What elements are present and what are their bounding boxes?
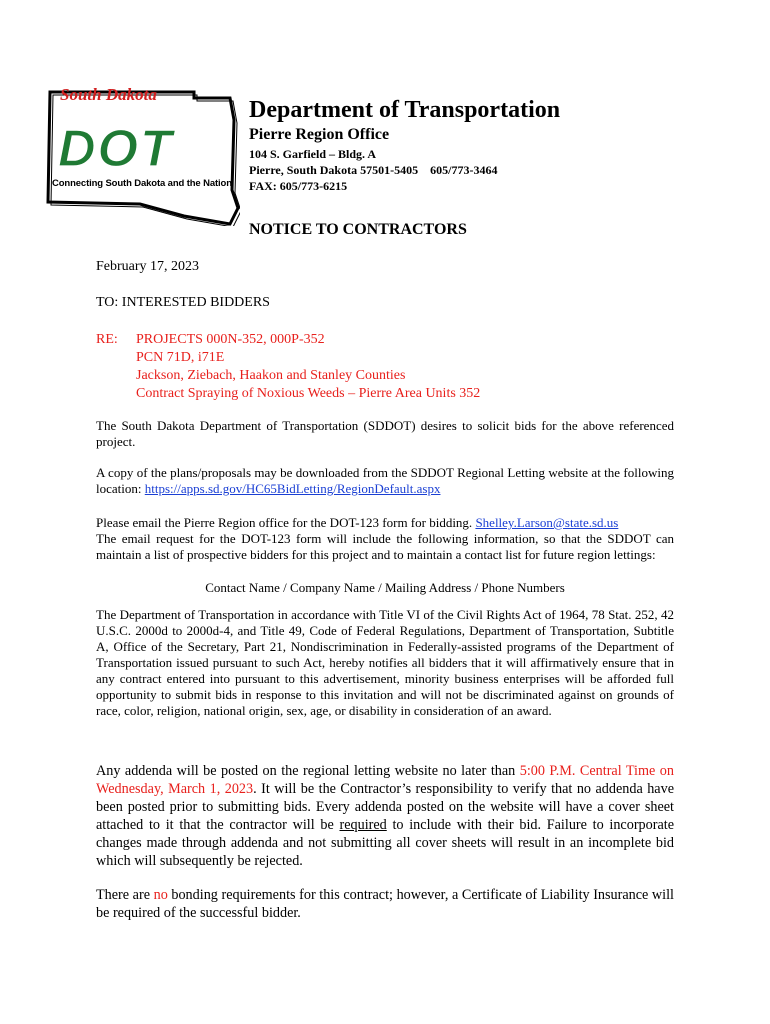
required-word: required: [339, 817, 387, 833]
paragraph-addenda: [96, 762, 674, 870]
phone-number: 605/773-3464: [430, 163, 498, 177]
paragraph-intro: The South Dakota Department of Transportation (SDDOT) desires to solicit bids for the above referenced project.: [96, 418, 674, 449]
sddot-logo: [44, 80, 240, 226]
addenda-text-2: . It will be the Contractor’s responsibility to verify that no addenda have been posted prior to submitting bids. Every addenda posted on the website will have a cover sheet attached to it that the contractor will be: [96, 781, 674, 833]
notice-title: NOTICE TO CONTRACTORS: [249, 221, 467, 238]
email-request-text: Please email the Pierre Region office for the DOT-123 form for bidding.: [96, 515, 476, 530]
re-pcn: PCN 71D, i71E: [136, 350, 225, 365]
re-label: RE:: [96, 332, 118, 347]
paragraph-bonding: [96, 886, 674, 922]
re-contract: Contract Spraying of Noxious Weeds – Pierre Area Units 352: [136, 386, 481, 401]
state-outline-graphic: [44, 80, 240, 226]
email-link[interactable]: Shelley.Larson@state.sd.us: [475, 515, 619, 530]
bonding-text-1: There are: [96, 887, 154, 903]
email-details-text: The email request for the DOT-123 form will include the following information, so that the SDDOT can maintain a list of prospective bidders for this project and to maintain a contact list for future region lettings:: [96, 531, 674, 562]
paragraph-civil-rights: The Department of Transportation in accordance with Title VI of the Civil Rights Act of 1964, 78 Stat. 252, 42 U.S.C. 2000d to 2000d-4, and Title 49, Code of Federal Regulations, Department of Transportation, Subtitle A, Office of the Secretary, Part 21, Nondiscrimination in Federally-assisted programs of the Department of Transportation issued pursuant to such Act, hereby notifies all bidders that it will affirmatively ensure that in any contract entered into pursuant to this advertisement, minority business enterprises will be afforded full opportunity to submit bids in response to this invitation and will not be discriminated against on grounds of race, color, religion, national origin, sex, age, or disability in consideration of an award.: [96, 607, 674, 718]
logo-tagline: Connecting South Dakota and the Nation: [52, 178, 232, 189]
south-dakota-script: South Dakota: [60, 85, 157, 104]
region-letting-link[interactable]: https://apps.sd.gov/HC65BidLetting/RegionDefault.aspx: [144, 481, 441, 496]
letterhead: [249, 96, 560, 194]
city-state-zip: Pierre, South Dakota 57501-5405: [249, 163, 419, 177]
contact-fields-line: Contact Name / Company Name / Mailing Address / Phone Numbers: [205, 580, 565, 595]
fax-number: FAX: 605/773-6215: [249, 179, 348, 193]
address-line-2: [249, 162, 560, 178]
re-counties: Jackson, Ziebach, Haakon and Stanley Counties: [136, 368, 406, 383]
paragraph-email: [96, 515, 674, 563]
letter-date: February 17, 2023: [96, 259, 200, 274]
department-title: Department of Transportation: [249, 97, 561, 123]
re-lines: [136, 331, 480, 403]
addenda-deadline: 5:00 P.M. Central Time on Wednesday, March 1, 2023: [96, 763, 674, 797]
download-text: A copy of the plans/proposals may be downloaded from the SDDOT Regional Letting website at the following location:: [96, 465, 674, 496]
no-word: no: [153, 887, 168, 903]
office-name: Pierre Region Office: [249, 126, 390, 143]
address-line-1: 104 S. Garfield – Bldg. A: [249, 147, 377, 161]
paragraph-download: [96, 465, 674, 497]
to-line: TO: INTERESTED BIDDERS: [96, 295, 270, 310]
re-block: [96, 331, 674, 403]
bonding-text-2: bonding requirements for this contract; however, a Certificate of Liability Insurance will be required of the successful bidder.: [96, 887, 674, 921]
addenda-text-3: to include with their bid. Failure to incorporate changes made through addenda and not submitting all cover sheets will result in an incomplete bid which will subsequently be rejected.: [96, 817, 674, 869]
re-projects: PROJECTS 000N-352, 000P-352: [136, 332, 325, 347]
dot-letters: DOT: [58, 120, 174, 178]
addenda-text-1: Any addenda will be posted on the regional letting website no later than: [96, 763, 520, 779]
